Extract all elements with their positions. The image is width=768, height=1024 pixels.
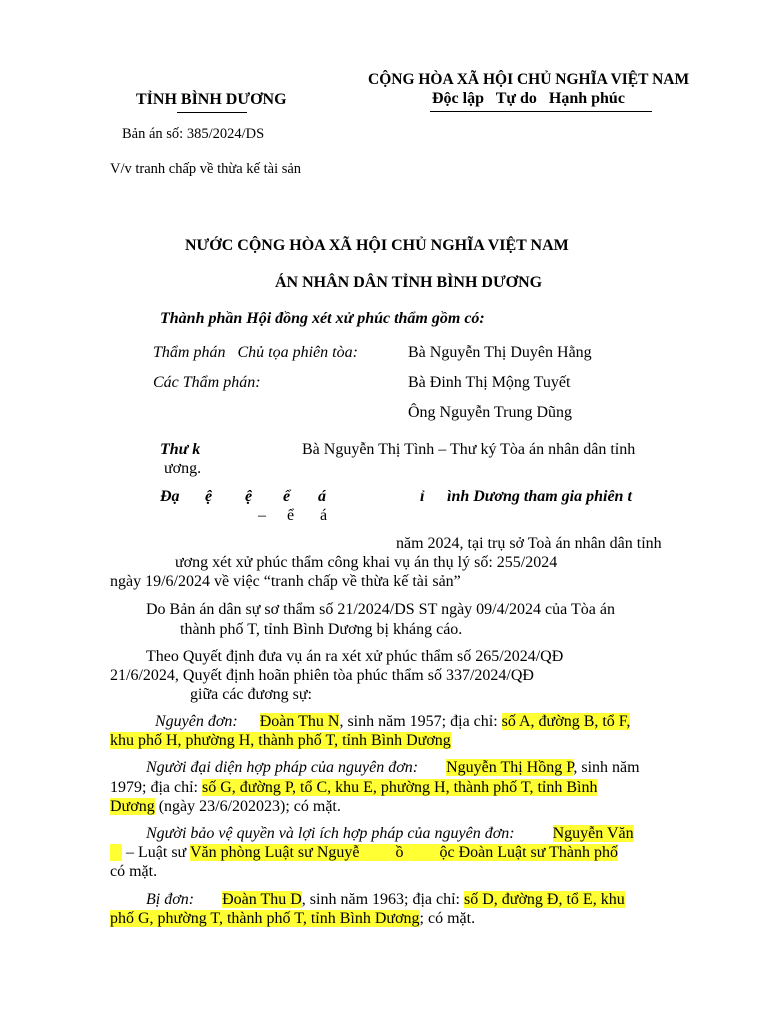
plaintiff-name: Đoàn Thu N [259, 713, 340, 730]
defendant-address-cont: phố G, phường T, thành phố T, tỉnh Bình Dương [110, 910, 420, 927]
judges-label: Các Thẩm phán: [153, 374, 261, 391]
clerk-label: Thư k [160, 441, 201, 458]
plaintiff-lawyer-label: Người bảo vệ quyền và lợi ích hợp pháp của nguyên đơn: [146, 825, 515, 842]
presiding-judge-name: Bà Nguyễn Thị Duyên Hằng [408, 344, 592, 361]
procuracy-fragment: á [320, 507, 328, 524]
plaintiff-lawyer-role: – Luật sư [122, 844, 190, 861]
plaintiff-lawyer-name: Nguyễn Văn [552, 825, 634, 842]
procuracy-fragment: ệ [205, 488, 213, 505]
procuracy-text: ình Dương tham gia phiên t [447, 488, 632, 505]
plaintiff-address-cont: khu phố H, phường H, thành phố T, tỉnh Bình Dương [110, 732, 451, 749]
issuing-court: TỈNH BÌNH DƯƠNG [136, 91, 287, 108]
plaintiff-lawyer-line1 [146, 824, 634, 844]
plaintiff-rep-info: , sinh năm [573, 759, 640, 776]
defendant-name: Đoàn Thu D [222, 891, 302, 908]
clerk-text-cont: ương. [164, 460, 202, 477]
procuracy-fragment: á [318, 488, 326, 505]
defendant-line1 [146, 890, 625, 910]
procuracy-fragment: – [258, 507, 266, 524]
decision-text-line3: giữa các đương sự: [190, 686, 312, 703]
plaintiff-rep-line1 [146, 758, 640, 778]
plaintiff-rep-address-label: 1979; địa chỉ: [110, 779, 202, 796]
plaintiff-rep-label: Người đại diện hợp pháp của nguyên đơn: [146, 759, 419, 776]
defendant-label: Bị đơn: [146, 891, 195, 908]
plaintiff-rep-tail: (ngày 23/6/202023); có mặt. [154, 798, 341, 815]
plaintiff-line1 [155, 712, 630, 732]
clerk-text: Bà Nguyễn Thị Tình – Thư ký Tòa án nhân dân tỉnh [302, 441, 636, 458]
defendant-info: , sinh năm 1963; địa chỉ: [301, 891, 464, 908]
plaintiff-rep-address-cont: Dương [110, 798, 155, 815]
plaintiff-label: Nguyên đơn: [155, 713, 238, 730]
plaintiff-lawyer-line3: có mặt. [110, 863, 158, 880]
procuracy-fragment: ể [287, 507, 295, 524]
hearing-text-line1: năm 2024, tại trụ sở Toà án nhân dân tỉnh [396, 535, 662, 552]
decision-text-line2: 21/6/2024, Quyết định hoãn phiên tòa phúc thẩm số 337/2024/QĐ [110, 667, 534, 684]
plaintiff-rep-address: số G, đường P, tổ C, khu E, phường H, thành phố T, tỉnh Bình [201, 779, 598, 796]
plaintiff-lawyer-name-cont [110, 844, 122, 861]
judge-1-name: Bà Đinh Thị Mộng Tuyết [408, 374, 571, 391]
defendant-tail: ; có mặt. [419, 910, 476, 927]
plaintiff-info: , sinh năm 1957; địa chỉ: [339, 713, 502, 730]
procuracy-fragment: ể [283, 488, 291, 505]
plaintiff-lawyer-office: Văn phòng Luật sư Nguyễ ồ ộc Đoàn Luật sư Thành phố [189, 844, 619, 861]
hearing-text-line3: ngày 19/6/2024 về việc “tranh chấp về thừa kế tài sản” [110, 573, 461, 590]
procuracy-fragment: ệ [245, 488, 253, 505]
appeal-text-line2: thành phố T, tỉnh Bình Dương bị kháng cáo. [180, 621, 463, 638]
procuracy-fragment: Đạ [160, 488, 180, 505]
plaintiff-address: số A, đường B, tổ F, [501, 713, 631, 730]
plaintiff-rep-name: Nguyễn Thị Hồng P [446, 759, 574, 776]
presiding-judge-label: Thẩm phán Chủ tọa phiên tòa: [153, 344, 358, 361]
plaintiff-lawyer-line2 [110, 843, 618, 863]
judge-2-name: Ông Nguyễn Trung Dũng [408, 404, 573, 421]
panel-heading: Thành phần Hội đồng xét xử phúc thẩm gồm có: [160, 310, 485, 327]
plaintiff-line2 [110, 731, 451, 751]
defendant-address: số D, đường Đ, tổ E, khu [464, 891, 625, 908]
header-left-rule [177, 112, 247, 113]
procuracy-fragment: ỉ [420, 488, 425, 505]
plaintiff-rep-line2 [110, 778, 597, 798]
motto-underline [430, 111, 652, 112]
defendant-line2 [110, 909, 475, 929]
decision-text-line1: Theo Quyết định đưa vụ án ra xét xử phúc thẩm số 265/2024/QĐ [146, 648, 564, 665]
national-motto: Độc lập Tự do Hạnh phúc [432, 90, 625, 107]
hearing-text-line2: ương xét xử phúc thẩm công khai vụ án thụ lý số: 255/2024 [175, 554, 558, 571]
document-title-court: ÁN NHÂN DÂN TỈNH BÌNH DƯƠNG [275, 274, 543, 291]
document-title-country: NƯỚC CỘNG HÒA XÃ HỘI CHỦ NGHĨA VIỆT NAM [185, 237, 569, 254]
appeal-text-line1: Do Bản án dân sự sơ thẩm số 21/2024/DS ST ngày 09/4/2024 của Tòa án [146, 601, 615, 618]
judgment-number: Bản án số: 385/2024/DS [122, 126, 265, 142]
plaintiff-rep-line3 [110, 797, 341, 817]
national-title: CỘNG HÒA XÃ HỘI CHỦ NGHĨA VIỆT NAM [368, 71, 690, 88]
case-subject: V/v tranh chấp về thừa kế tài sản [110, 161, 302, 177]
